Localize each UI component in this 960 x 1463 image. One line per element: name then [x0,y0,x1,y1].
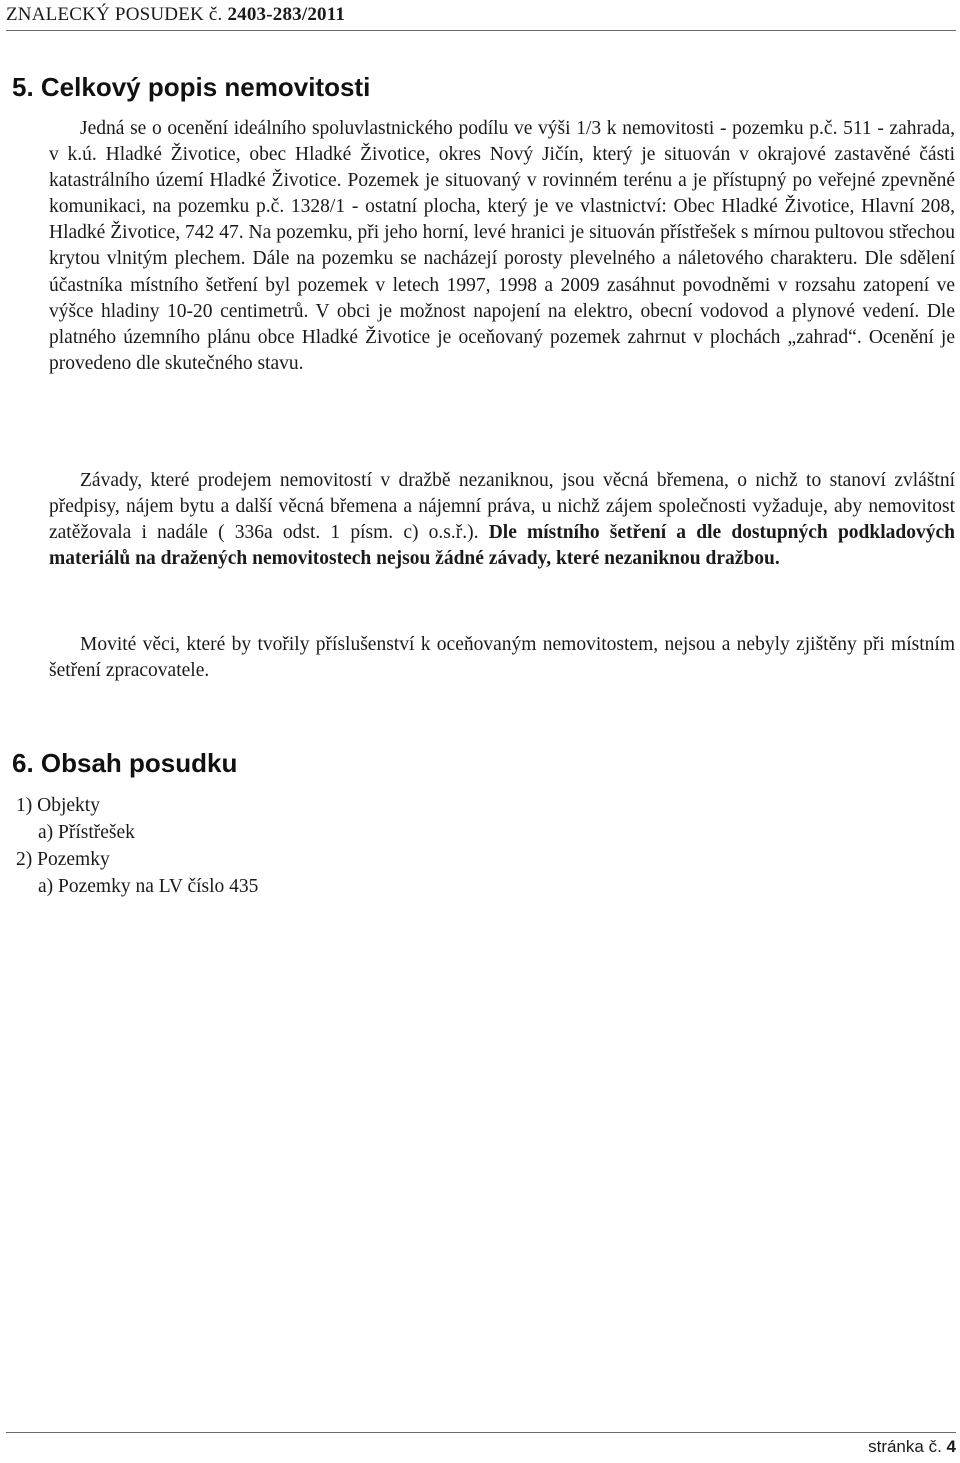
footer-label: stránka č. [868,1437,942,1456]
section-5-paragraph-1 [49,116,955,377]
paragraph-1-part-a: Jedná se o ocenění ideálního spoluvlastnického podílu ve výši 1/3 k nemovitosti - pozemku p.č. 511 - zahrada, v k.ú. Hladké Životice, obec Hladké Životice, okres Nový Jičín, který je situován v okrajové zastavěné části katastrálního území Hladké Životice. [49,118,955,192]
list-item: a) Přístřešek [38,822,135,843]
section-6-heading: 6. Obsah posudku [12,748,238,778]
header-number: 2403-283/2011 [227,4,346,25]
paragraph-3-text: Movité věci, které by tvořily příslušenství k oceňovaným nemovitostem, nejsou a nebyly zjištěny při místním šetření zpracovatele. [49,634,955,682]
page-footer [6,1432,956,1461]
section-5-heading: 5. Celkový popis nemovitosti [12,72,371,102]
section-5-paragraph-2 [49,468,955,572]
list-item: a) Pozemky na LV číslo 435 [38,876,259,897]
list-item: 2) Pozemky [16,849,110,870]
list-item: 1) Objekty [16,795,100,816]
section-5-paragraph-3 [49,632,955,684]
contents-list [16,792,258,900]
document-header [6,2,956,31]
paragraph-2-text: Závady, které prodejem nemovitostí v dražbě nezaniknou, jsou věcná břemena, o nichž to stanoví zvláštní předpisy, nájem bytu a další věcná břemena a nájemní práva, u nichž zájem společnosti vyžaduje, aby nemovitost zatěžovala i nadále ( 336a odst. 1 písm. c) o.s.ř.). [49,470,955,544]
paragraph-2-bold: Dle místního šetření a dle dostupných podkladových materiálů na dražených nemovitostech nejsou žádné závady, které nezaniknou dražbou. [49,522,956,570]
page-number: 4 [946,1437,956,1456]
header-title: ZNALECKÝ POSUDEK č. [6,4,223,25]
paragraph-1-part-b: Pozemek je situovaný v rovinném terénu a je přístupný po veřejné zpevněné komunikaci, na pozemku p.č. 1328/1 - ostatní plocha, který je ve vlastnictví: Obec Hladké Životice, Hlavní 208, Hladké Životice, 742 47. Na pozemku, při jeho horní, levé hranici je situován přístřešek s mírnou pultovou střechou krytou vlnitým plechem. Dále na pozemku se nacházejí porosty plevelného a náletového charakteru. Dle sdělení účastníka místního šetření byl pozemek v letech 1997, 1998 a 2009 zasáhnut povodněmi v rozsahu zatopení ve výšce hladiny 10-20 centimetrů. V obci je možnost napojení na elektro, obecní vodovod a plynové vedení. Dle platného územního plánu obce Hladké Životice je oceňovaný pozemek zahrnut v plochách „zahrad“. Ocenění je provedeno dle skutečného stavu. [49,170,955,374]
